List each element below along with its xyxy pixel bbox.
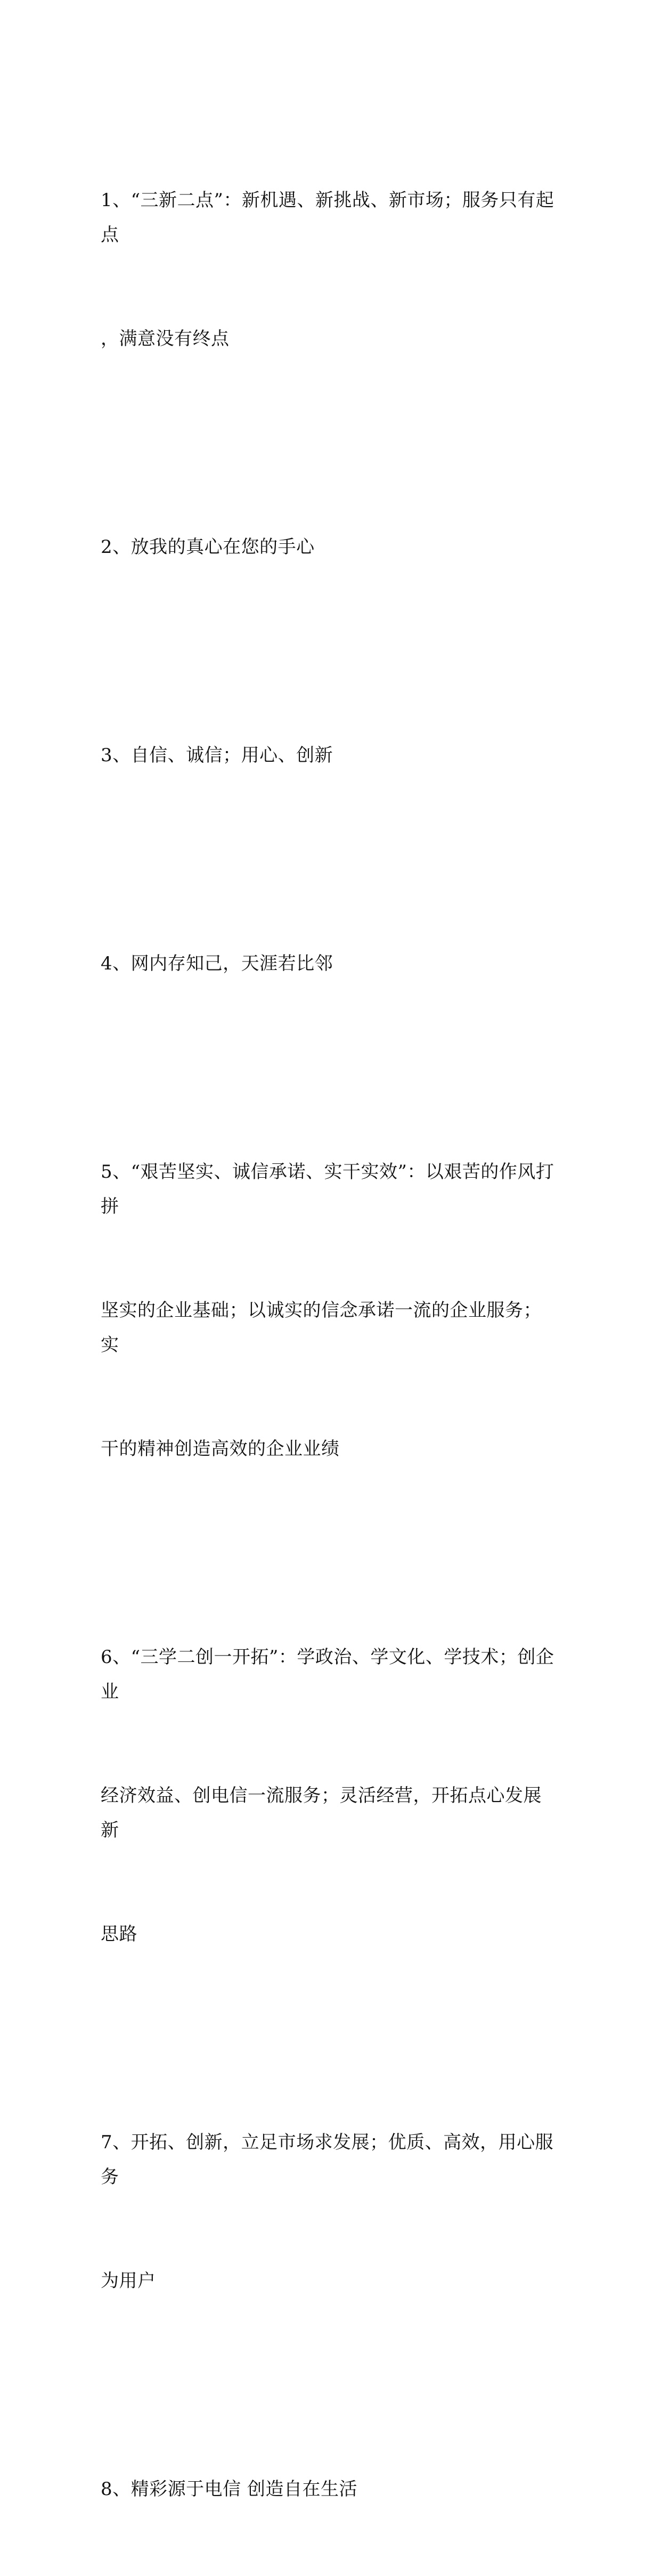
list-item-5-line-2: 坚实的企业基础；以诚实的信念承诺一流的企业服务；实 (101, 1300, 542, 1356)
list-item-3-line-1: 3、自信、诚信；用心、创新 (101, 745, 333, 766)
list-item-6-line-1: 6、“三学二创一开拓”：学政治、学文化、学技术；创企业 (101, 1646, 554, 1702)
list-item-2-line-1: 2、放我的真心在您的手心 (101, 536, 315, 558)
list-item-1 (101, 114, 559, 426)
list-item-7-line-1: 7、开拓、创新，立足市场求发展；优质、高效，用心服务 (101, 2132, 554, 2188)
list-item-1-line-1: 1、“三新二点”：新机遇、新挑战、新市场；服务只有起点 (101, 190, 554, 246)
list-item-5 (101, 1086, 559, 1536)
list-item-7 (101, 2056, 559, 2368)
document-content (101, 114, 559, 2576)
list-item-7-line-2: 为用户 (101, 2270, 156, 2292)
list-item-8-line-1: 8、精彩源于电信 创造自在生活 (101, 2479, 357, 2500)
list-item-4 (101, 877, 559, 1050)
list-item-6-line-2: 经济效益、创电信一流服务；灵活经营，开拓点心发展新 (101, 1785, 542, 1841)
list-item-6 (101, 1571, 559, 2021)
list-item-3 (101, 669, 559, 842)
list-item-5-line-3: 干的精神创造高效的企业业绩 (101, 1438, 340, 1460)
list-item-4-line-1: 4、网内存知己，天涯若比邻 (101, 953, 333, 974)
list-item-1-line-2: ，满意没有终点 (101, 328, 230, 349)
list-item-8 (101, 2403, 559, 2576)
list-item-6-line-3: 思路 (101, 1923, 137, 1945)
list-item-5-line-1: 5、“艰苦坚实、诚信承诺、实干实效”：以艰苦的作风打拼 (101, 1161, 554, 1217)
list-item-2 (101, 461, 559, 634)
